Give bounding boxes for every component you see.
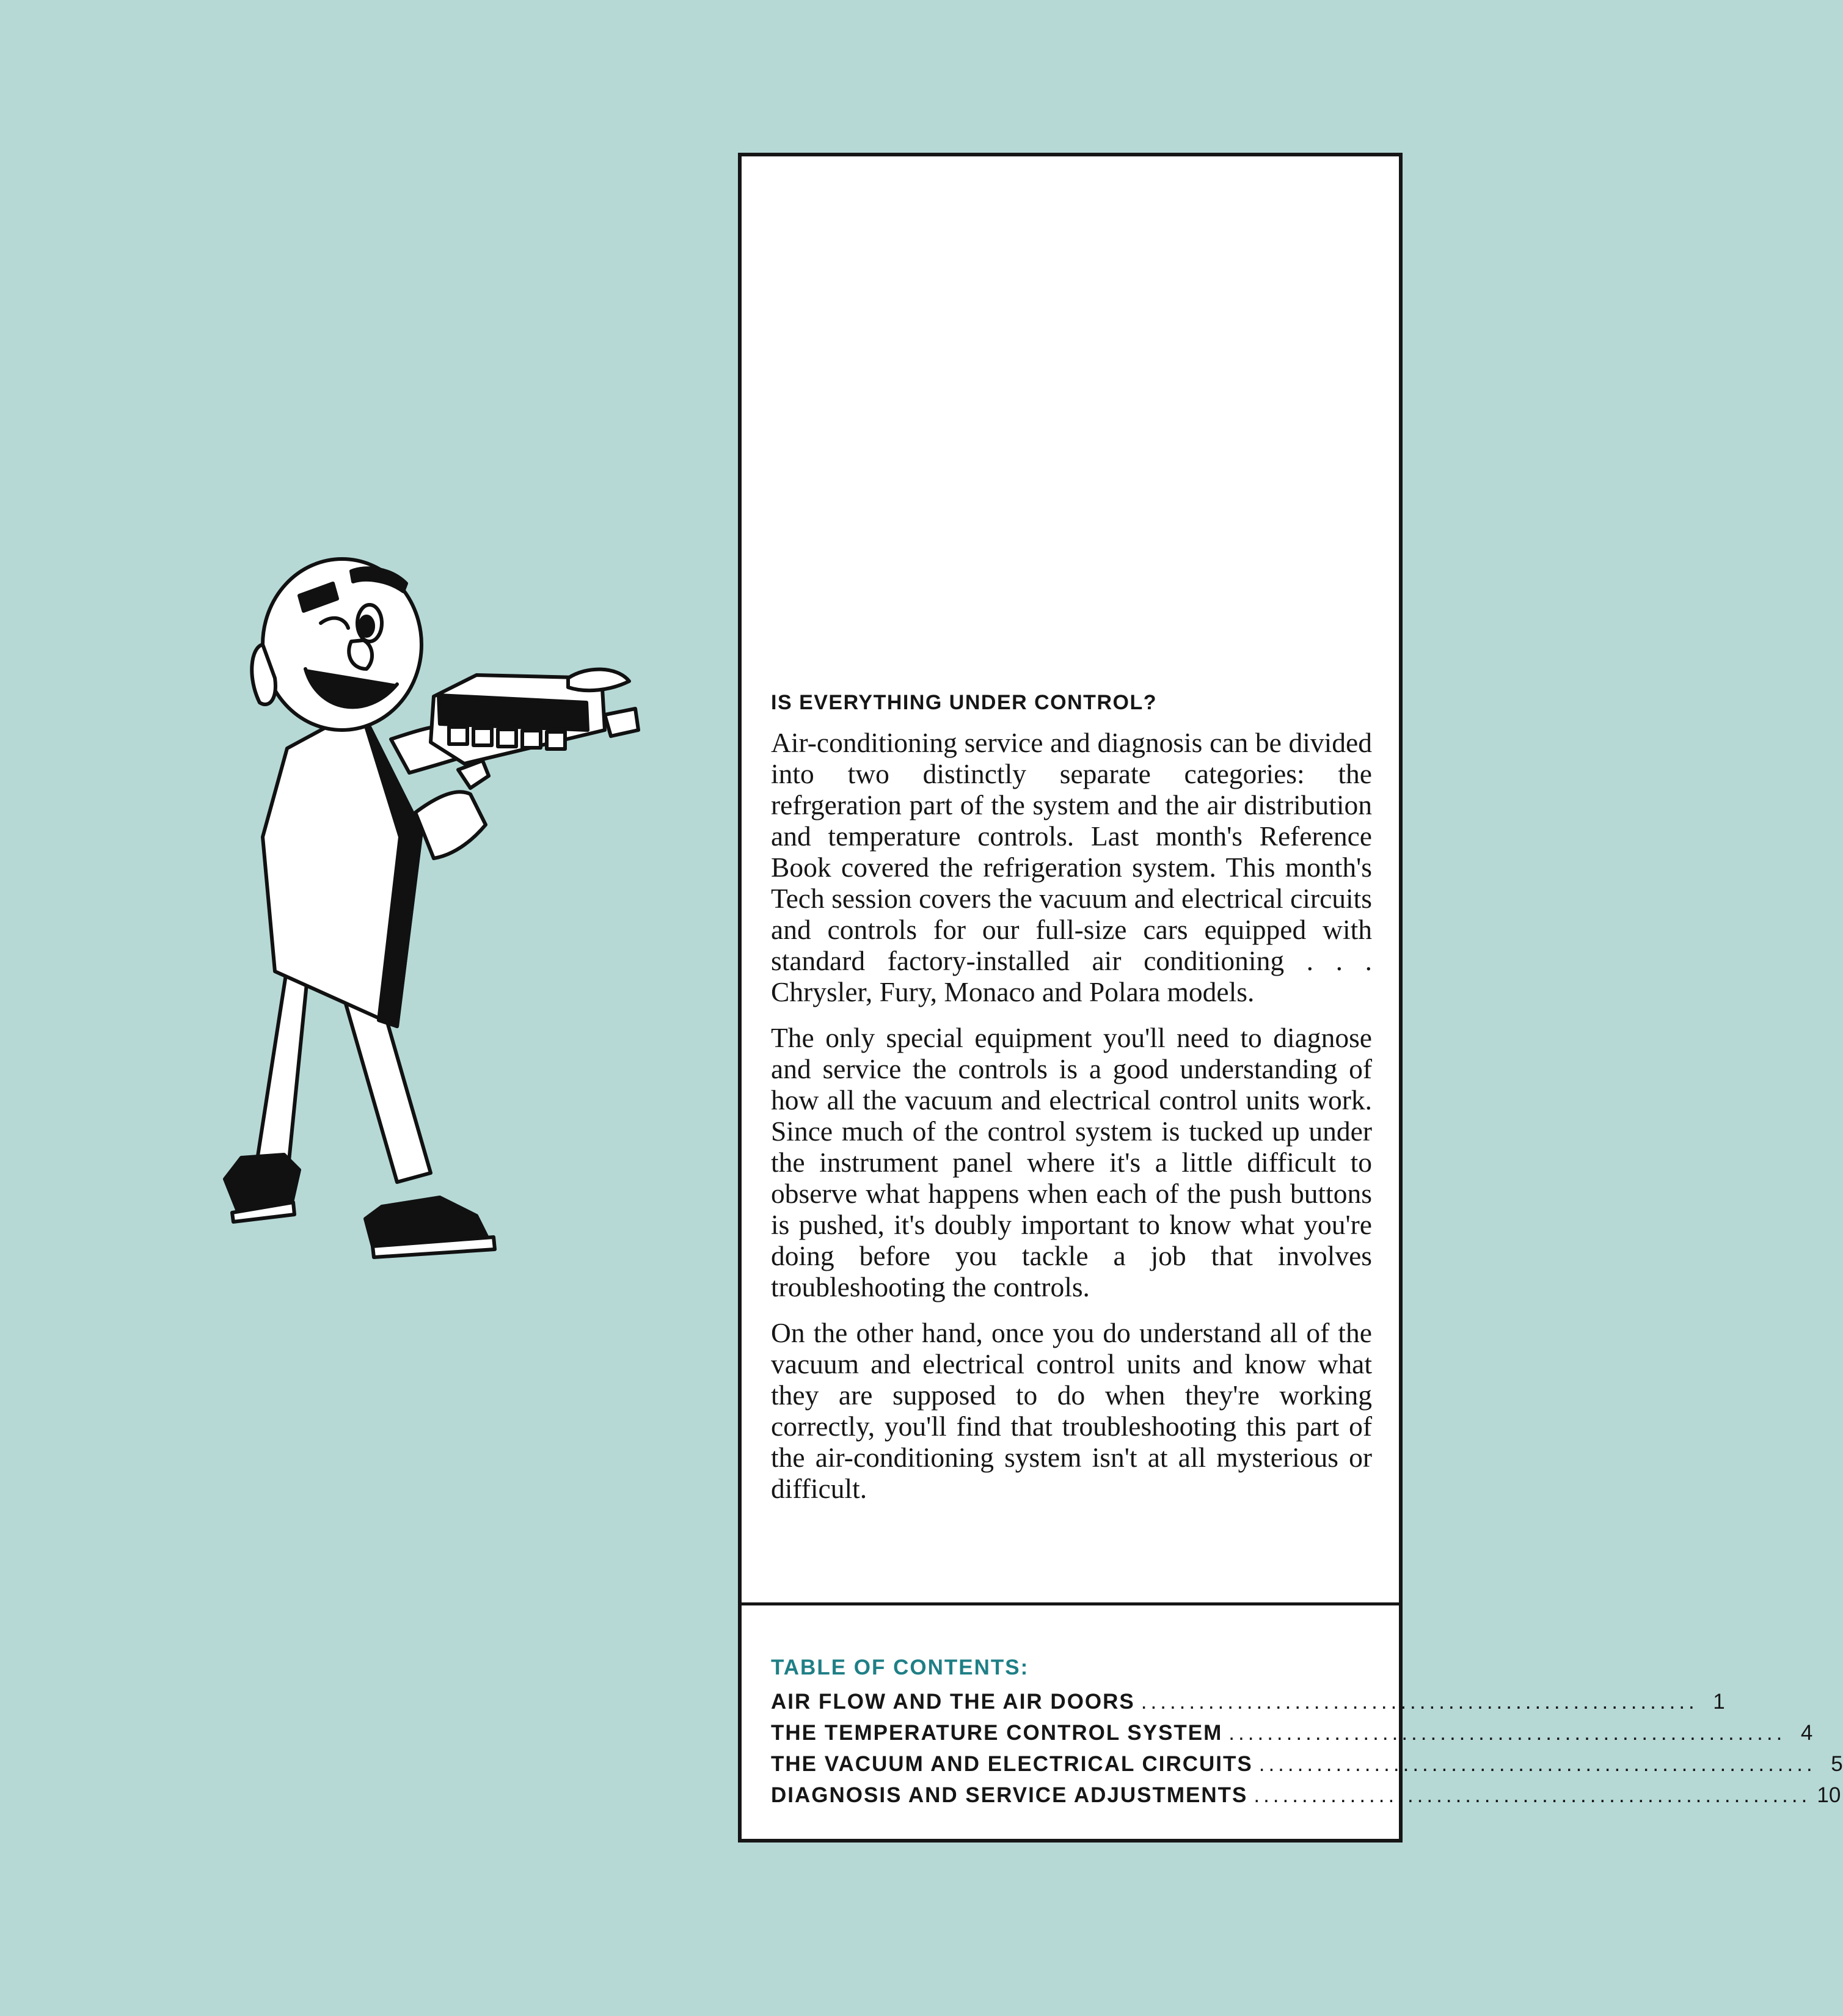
toc-item[interactable] [771, 1717, 1813, 1748]
toc-item-page: 10 [1817, 1783, 1841, 1807]
article-heading: IS EVERYTHING UNDER CONTROL? [771, 691, 1157, 714]
toc-item-page: 5 [1831, 1752, 1843, 1776]
toc-item[interactable] [771, 1780, 1841, 1811]
info-box [738, 153, 1843, 1843]
toc-item-label: DIAGNOSIS AND SERVICE ADJUSTMENTS [771, 1783, 1248, 1807]
toc-item-label: THE VACUUM AND ELECTRICAL CIRCUITS [771, 1752, 1253, 1776]
article-paragraph: The only special equipment you'll need to diagnose and service the controls is a good understanding of how all the vacuum and electrical control units work. Since much of the control system is tucked up under the instrument panel where it's a little difficult to observe what happens when each of the push buttons is pushed, it's doubly important to know what you're doing before you tackle a job that involves troubleshooting the controls. [771, 1022, 1372, 1302]
toc-leader-dots: .......................................................... [1228, 1721, 1786, 1745]
table-of-contents [742, 1605, 1843, 1839]
mascot-illustration [202, 550, 519, 1271]
toc-leader-dots: .......................................................... [1254, 1783, 1811, 1807]
toc-leader-dots: .......................................................... [1140, 1690, 1698, 1714]
toc-item-label: THE TEMPERATURE CONTROL SYSTEM [771, 1721, 1223, 1745]
toc-item[interactable] [771, 1748, 1843, 1780]
toc-title: TABLE OF CONTENTS: [771, 1656, 1029, 1679]
toc-item[interactable] [771, 1686, 1725, 1717]
toc-item-page: 1 [1713, 1690, 1725, 1714]
article-paragraph: On the other hand, once you do understand all of the vacuum and electrical control units and know what they are supposed to do when they're working correctly, you'll find that troubleshooting this part of the air-conditioning system isn't at all mysterious or difficult. [771, 1317, 1372, 1504]
article-paragraph: Air-conditioning service and diagnosis can be divided into two distinctly separate categories: the refrgeration part of the system and the air distribution and temperature controls. Last month's Reference Book covered the refrigeration system. This month's Tech session covers the vacuum and electrical circuits and controls for our full-size cars equipped with standard factory-installed air conditioning . . . Chrysler, Fury, Monaco and Polara models. [771, 727, 1372, 1007]
article-section [742, 156, 1399, 1605]
toc-leader-dots: .......................................................... [1258, 1752, 1816, 1776]
toc-item-label: AIR FLOW AND THE AIR DOORS [771, 1690, 1135, 1714]
toc-item-page: 4 [1800, 1721, 1813, 1745]
